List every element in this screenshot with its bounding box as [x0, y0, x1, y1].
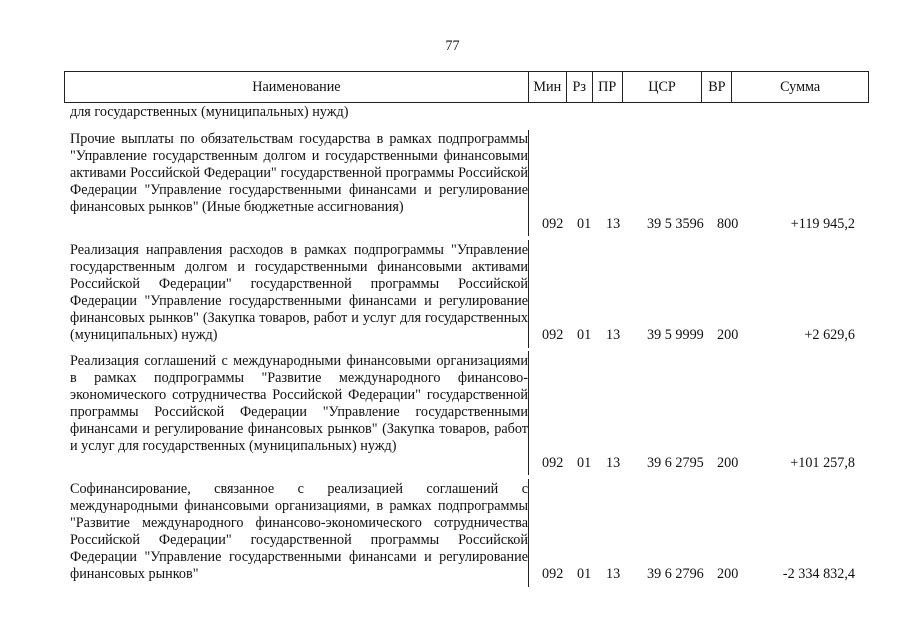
- header-sum: Сумма: [731, 72, 868, 102]
- cell-min: 092: [542, 455, 564, 471]
- cell-pr: 13: [606, 216, 621, 232]
- header-csr: ЦСР: [622, 72, 702, 102]
- header-pr: ПР: [592, 72, 622, 102]
- cell-rz: 01: [577, 455, 592, 471]
- column-divider: [528, 479, 529, 587]
- header-min: Мин: [528, 72, 566, 102]
- page-number: 77: [445, 38, 460, 54]
- cell-csr: 39 5 3596: [647, 216, 704, 232]
- table-row: [64, 481, 869, 583]
- cell-vr: 200: [717, 455, 739, 471]
- column-divider: [528, 130, 529, 236]
- header-rz: Рз: [566, 72, 592, 102]
- cell-sum: -2 334 832,4: [782, 566, 855, 582]
- cell-pr: 13: [606, 455, 621, 471]
- column-divider: [528, 351, 529, 475]
- cell-csr: 39 6 2796: [647, 566, 704, 582]
- header-vr: ВР: [701, 72, 731, 102]
- row-values: [64, 566, 869, 583]
- cell-min: 092: [542, 327, 564, 343]
- cell-pr: 13: [606, 566, 621, 582]
- table-row: [64, 131, 869, 233]
- cell-vr: 800: [717, 216, 739, 232]
- table-row: [64, 353, 869, 472]
- table-row: [64, 242, 869, 344]
- cell-vr: 200: [717, 327, 739, 343]
- cell-sum: +101 257,8: [790, 455, 855, 471]
- cell-sum: +2 629,6: [804, 327, 855, 343]
- row-values: [64, 327, 869, 344]
- column-divider: [528, 240, 529, 348]
- cell-min: 092: [542, 216, 564, 232]
- cell-rz: 01: [577, 566, 592, 582]
- row-name: Реализация соглашений с международными финансовыми организациями в рамках подпрограммы "Развитие международного финансово-экономического сотрудничества Российской Федерации" государственной программы Российской Федерации "Управление государственными финансами и регулирование финансовых рынков" (Закупка товаров, работ и услуг для государственных (муниципальных) нужд): [70, 353, 528, 454]
- row-values: [64, 455, 869, 472]
- cell-pr: 13: [606, 327, 621, 343]
- row-name: Реализация направления расходов в рамках подпрограммы "Управление государственным долгом и государственными финансовыми активами Российской Федерации" государственной программы Российской Федерации "Управление государственными финансами и регулирование финансовых рынков" (Закупка товаров, работ и услуг для государственных (муниципальных) нужд): [70, 242, 528, 343]
- cell-vr: 200: [717, 566, 739, 582]
- cell-csr: 39 5 9999: [647, 327, 704, 343]
- row-name: Софинансирование, связанное с реализацией соглашений с международными финансовыми организациями, в рамках подпрограммы "Развитие международного финансово-экономического сотрудничества Российской Федерации" государственной программы Российской Федерации "Управление государственными финансами и регулирование финансовых рынков": [70, 481, 528, 582]
- cell-rz: 01: [577, 216, 592, 232]
- header-name: Наименование: [252, 78, 341, 95]
- row-name: Прочие выплаты по обязательствам государства в рамках подпрограммы "Управление государственным долгом и государственными финансовыми активами Российской Федерации" государственной программы Российской Федерации "Управление государственными финансами и регулирование финансовых рынков" (Иные бюджетные ассигнования): [70, 131, 528, 215]
- cell-sum: +119 945,2: [790, 216, 855, 232]
- cell-rz: 01: [577, 327, 592, 343]
- cell-csr: 39 6 2795: [647, 455, 704, 471]
- table-header: [64, 71, 869, 103]
- continuation-text: для государственных (муниципальных) нужд): [70, 104, 349, 120]
- row-values: [64, 216, 869, 233]
- cell-min: 092: [542, 566, 564, 582]
